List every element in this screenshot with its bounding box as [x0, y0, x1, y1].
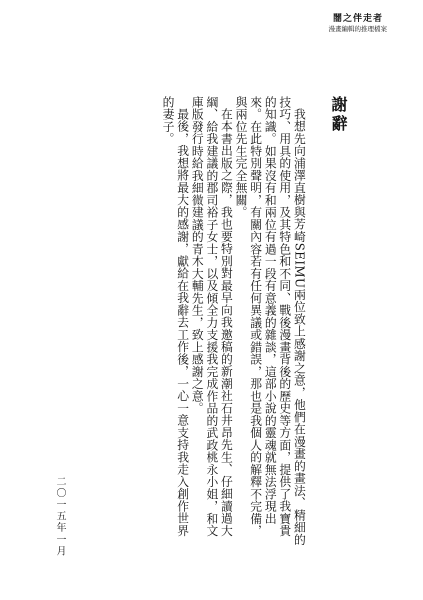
- running-header: [328, 14, 387, 34]
- paragraph: 我想先向浦澤直樹與芳崎SEIMU兩位致上感謝之意，他們在漫畫的畫法、精細的技巧、用具的使用，及其特色和不同、戰後漫畫背後的歷史等方面，提供了我寶貴的知識。如果沒有和兩位有過一段有意義的雜談，這部小說的靈魂就無法浮現出來。在此特別聲明，有關內容若有任何異議或錯誤，那也是我個人的解釋不完備，與兩位先生完全無關。: [234, 96, 307, 546]
- acknowledgements-body: [160, 96, 348, 546]
- paragraph: 最後，我想將最大的感謝，獻給在我辭去工作後，一心一意支持我走入創作世界的妻子。: [161, 96, 190, 537]
- book-title: 闇之伴走者: [332, 14, 383, 24]
- signature-date: 二〇一五年一月: [54, 476, 65, 558]
- book-subtitle: 漫畫編輯的推理檔案: [328, 25, 387, 34]
- acknowledgements-heading: 謝辭: [329, 96, 348, 134]
- paragraph: 在本書出版之際，我也要特別對最早向我邀稿的新潮社石井昂先生、仔細讀過大綱、給我建議的郡司裕子女士，以及傾全力支援我完成作品的武政桃永小姐，和文庫版發行時給我細微建議的青木大輔先生，致上感謝之意。: [190, 96, 234, 537]
